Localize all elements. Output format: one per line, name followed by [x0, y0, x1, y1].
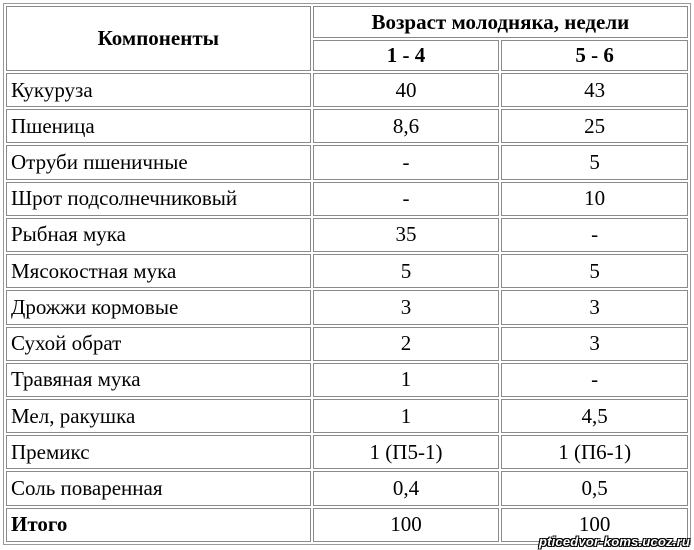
component-name-cell: Рыбная мука [6, 218, 311, 252]
age-header: Возраст молодняка, недели [313, 6, 688, 38]
week-5-6-value-cell: 5 [501, 254, 688, 288]
week-1-4-value-cell: 1 (П5-1) [313, 435, 500, 469]
table-row [6, 109, 688, 143]
components-header: Компоненты [6, 6, 311, 71]
table-row [6, 327, 688, 361]
week-1-4-value-cell: 35 [313, 218, 500, 252]
component-name-cell: Дрожжи кормовые [6, 290, 311, 324]
week-5-6-value-cell: 3 [501, 327, 688, 361]
table-row [6, 435, 688, 469]
feed-composition-table [3, 3, 691, 545]
week-1-4-value-cell: 40 [313, 73, 500, 107]
week-5-6-header: 5 - 6 [501, 40, 688, 71]
component-name-cell: Итого [6, 508, 311, 542]
component-name-cell: Пшеница [6, 109, 311, 143]
week-1-4-value-cell: 100 [313, 508, 500, 542]
week-1-4-value-cell: 1 [313, 399, 500, 433]
component-name-cell: Мел, ракушка [6, 399, 311, 433]
week-5-6-value-cell: 1 (П6-1) [501, 435, 688, 469]
week-5-6-value-cell: 4,5 [501, 399, 688, 433]
week-5-6-value-cell: 5 [501, 145, 688, 179]
table-row [6, 471, 688, 505]
week-1-4-header: 1 - 4 [313, 40, 500, 71]
site-watermark: pticedvor-koms.ucoz.ru [538, 534, 690, 549]
week-5-6-value-cell: - [501, 218, 688, 252]
table-row [6, 218, 688, 252]
component-name-cell: Шрот подсолнечниковый [6, 182, 311, 216]
week-1-4-value-cell: - [313, 145, 500, 179]
table-row [6, 363, 688, 397]
week-1-4-value-cell: 5 [313, 254, 500, 288]
table-row [6, 290, 688, 324]
component-name-cell: Отруби пшеничные [6, 145, 311, 179]
week-5-6-value-cell: 0,5 [501, 471, 688, 505]
table-row [6, 73, 688, 107]
week-1-4-value-cell: 1 [313, 363, 500, 397]
table-row [6, 145, 688, 179]
table-body [6, 73, 688, 542]
table-row [6, 254, 688, 288]
week-5-6-value-cell: - [501, 363, 688, 397]
week-5-6-value-cell: 43 [501, 73, 688, 107]
table-row [6, 399, 688, 433]
component-name-cell: Кукуруза [6, 73, 311, 107]
week-1-4-value-cell: - [313, 182, 500, 216]
component-name-cell: Мясокостная мука [6, 254, 311, 288]
week-1-4-value-cell: 3 [313, 290, 500, 324]
week-1-4-value-cell: 0,4 [313, 471, 500, 505]
table-row [6, 182, 688, 216]
component-name-cell: Сухой обрат [6, 327, 311, 361]
week-1-4-value-cell: 8,6 [313, 109, 500, 143]
component-name-cell: Соль поваренная [6, 471, 311, 505]
component-name-cell: Травяная мука [6, 363, 311, 397]
week-5-6-value-cell: 10 [501, 182, 688, 216]
week-5-6-value-cell: 25 [501, 109, 688, 143]
component-name-cell: Премикс [6, 435, 311, 469]
week-5-6-value-cell: 100 [501, 508, 688, 542]
week-1-4-value-cell: 2 [313, 327, 500, 361]
header-row-top [6, 6, 688, 38]
week-5-6-value-cell: 3 [501, 290, 688, 324]
